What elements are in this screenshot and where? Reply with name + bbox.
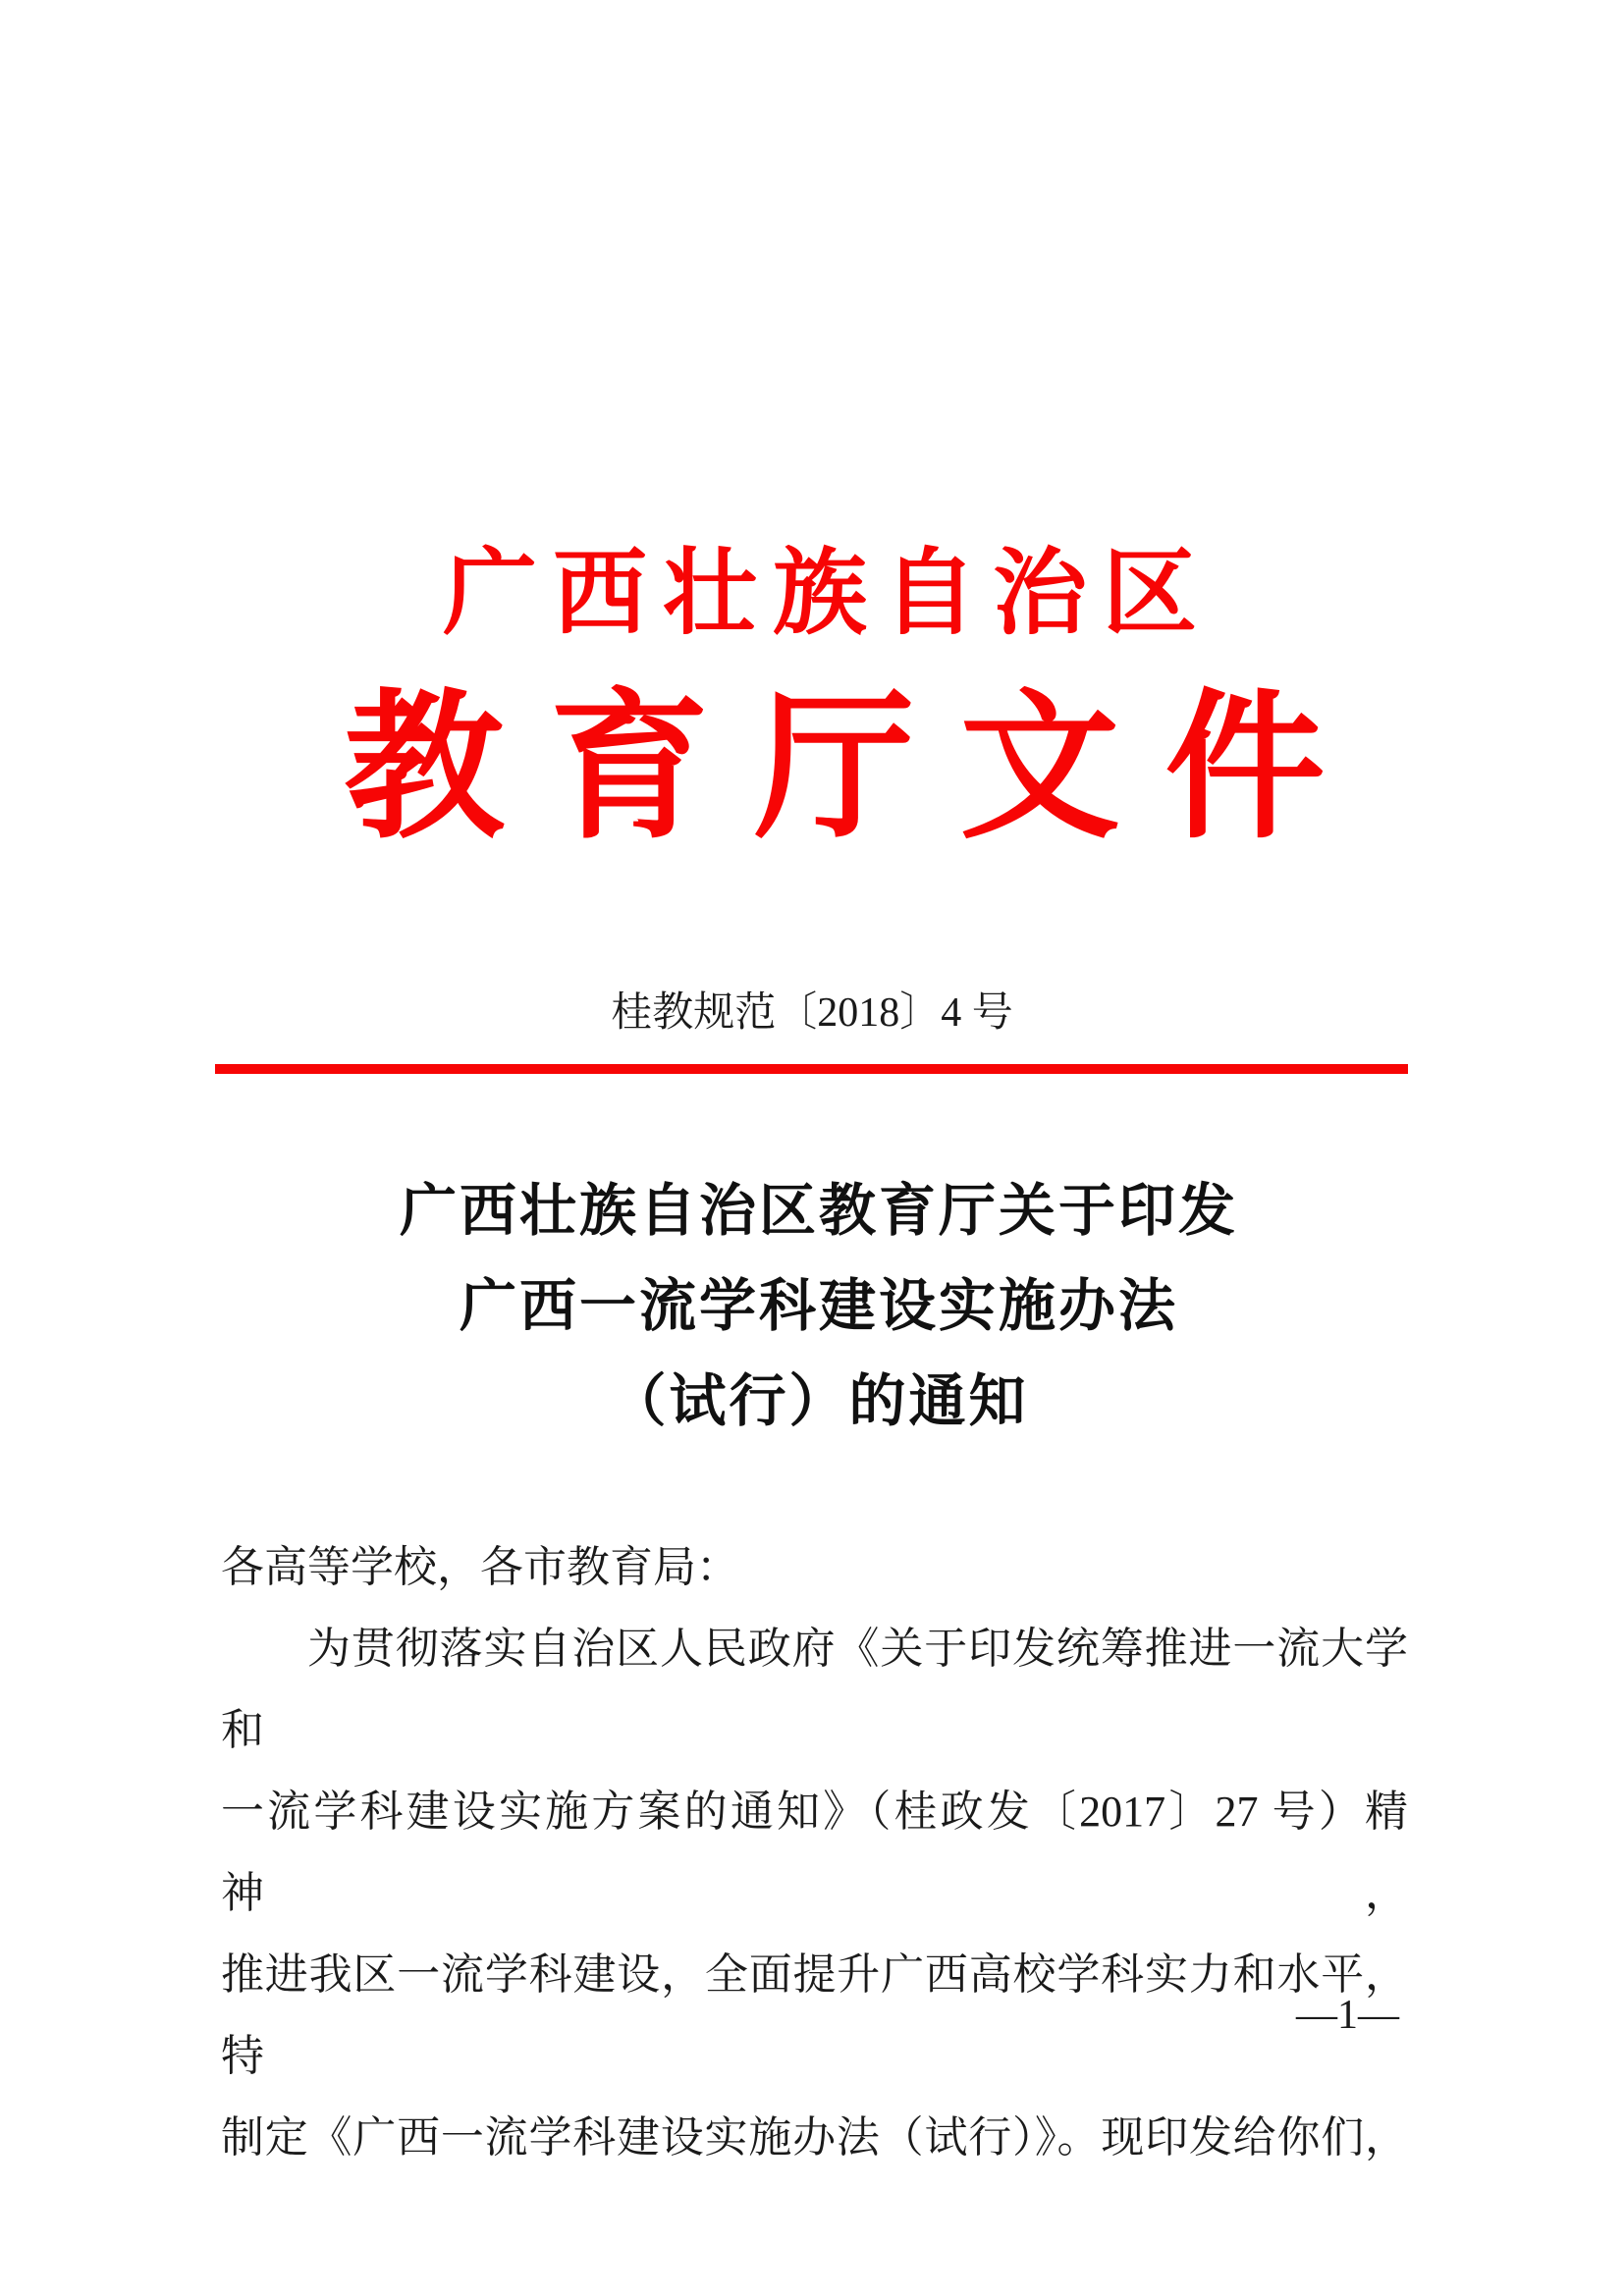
letterhead-agency-line: 教育厅文件	[344, 681, 1371, 858]
document-title	[210, 1163, 1428, 1449]
document-reference-number: 桂教规范〔2018〕4 号	[611, 990, 1013, 1036]
paragraph-line: 推进我区一流学科建设，全面提升广西高校学科实力和水平，特	[221, 1950, 1408, 2080]
page-number: —1—	[1296, 1993, 1399, 2038]
salutation-line: 各高等学校，各市教育局：	[221, 1543, 739, 1591]
paragraph-line: 一流学科建设实施方案的通知》（桂政发〔2017〕27 号）精神，	[221, 1788, 1408, 1917]
title-line-3: （试行）的通知	[609, 1369, 1029, 1433]
title-line-1: 广西壮族自治区教育厅关于印发	[399, 1179, 1238, 1243]
letterhead-region-line: 广西壮族自治区	[443, 541, 1213, 646]
title-line-2: 广西一流学科建设实施办法	[459, 1274, 1178, 1338]
document-body	[221, 1526, 1408, 2178]
letterhead-divider-rule	[215, 1064, 1408, 1074]
paragraph-line: 为贯彻落实自治区人民政府《关于印发统筹推进一流大学和	[221, 1625, 1408, 1754]
paragraph-line: 制定《广西一流学科建设实施办法（试行）》。现印发给你们，	[221, 2113, 1408, 2162]
